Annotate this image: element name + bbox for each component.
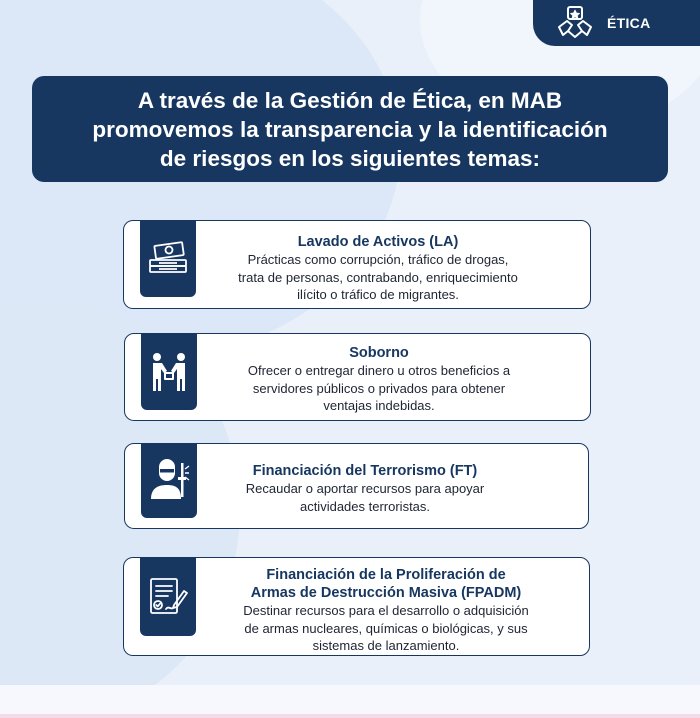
signed-document-icon xyxy=(146,575,190,619)
card-text xyxy=(216,566,556,655)
card-title: Lavado de Activos (LA) xyxy=(297,234,459,250)
topic-card-terrorismo xyxy=(124,443,589,529)
card-desc-line: Recaudar o aportar recursos para apoyar xyxy=(245,481,485,496)
section-tag xyxy=(533,0,700,46)
card-text xyxy=(205,462,525,515)
topic-card-lavado-activos xyxy=(123,220,591,309)
card-desc-line: de armas nucleares, químicas o biológicas, y sus xyxy=(244,620,528,636)
card-desc-line: trata de personas, contrabando, enriquecimiento xyxy=(238,269,518,285)
card-desc-line: ilícito o tráfico de migrantes. xyxy=(297,287,459,302)
headline-line: A través de la Gestión de Ética, en MAB xyxy=(137,87,563,113)
card-desc-line: Destinar recursos para el desarrollo o adquisición xyxy=(243,603,529,618)
headline-line: promovemos la transparencia y la identificación xyxy=(92,116,608,142)
card-desc-line: ventajas indebidas. xyxy=(323,398,435,413)
card-title: Soborno xyxy=(349,345,409,361)
card-desc-line: sistemas de lanzamiento. xyxy=(312,638,460,653)
headline-banner xyxy=(32,76,668,182)
card-desc-line: servidores públicos o privados para obtener xyxy=(252,380,506,396)
section-tag-label: ÉTICA xyxy=(607,15,651,31)
card-icon-box xyxy=(141,334,197,410)
card-title: Financiación de la Proliferación de xyxy=(266,567,506,583)
bribery-handshake-icon xyxy=(147,350,191,394)
card-desc-line: actividades terroristas. xyxy=(299,498,431,514)
card-title: Armas de Destrucción Masiva (FPADM) xyxy=(250,585,522,601)
money-stack-icon xyxy=(147,238,189,280)
card-icon-box xyxy=(140,558,196,636)
card-icon-box xyxy=(140,221,196,297)
card-desc-line: Prácticas como corrupción, tráfico de drogas, xyxy=(247,252,509,267)
headline-line: de riesgos en los siguientes temas: xyxy=(159,145,541,171)
footer-accent-line xyxy=(0,714,700,718)
card-desc-line: Ofrecer o entregar dinero u otros beneficios a xyxy=(247,363,511,378)
card-text xyxy=(198,233,558,304)
terrorist-icon xyxy=(147,459,191,503)
headline-text xyxy=(50,86,650,173)
card-title: Financiación del Terrorismo (FT) xyxy=(252,463,478,479)
topic-card-soborno xyxy=(124,333,591,421)
hands-star-icon xyxy=(555,3,595,43)
card-text xyxy=(229,344,529,415)
topic-card-fpadm xyxy=(123,557,590,656)
card-icon-box xyxy=(141,444,197,518)
